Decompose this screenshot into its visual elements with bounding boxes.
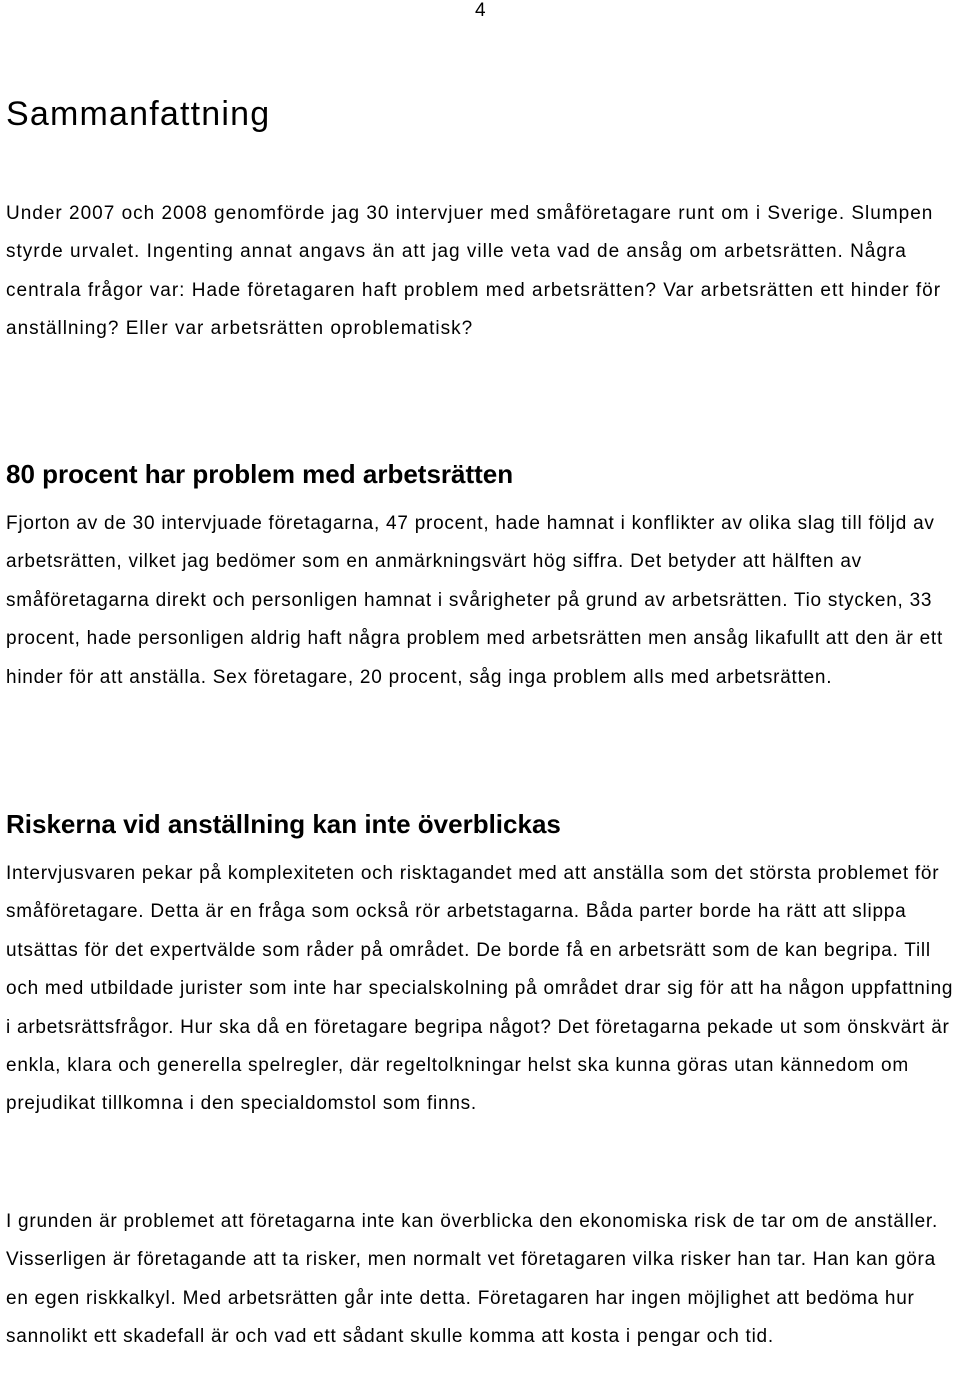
section-heading-hiring-risks: Riskerna vid anställning kan inte överblickas — [6, 809, 561, 839]
section-hiring-risks-paragraph-2: I grunden är problemet att företagarna inte kan överblicka den ekonomiska risk de tar om de anställer. Visserligen är företagande att ta risker, men normalt vet företagaren vilka risker han tar. Han kan göra en egen riskkalkyl. Med arbetsrätten går inte detta. Företagaren har ingen möjlighet att bedöma hur sannolikt ett skadefall är och vad ett sådant skulle komma att kosta i pengar och tid. — [6, 1211, 938, 1348]
section-hiring-risks-paragraph-1: Intervjusvaren pekar på komplexiteten och risktagandet med att anställa som det största problemet för småföretagare. Detta är en fråga som också rör arbetstagarna. Båda parter borde ha rätt att slippa utsättas för det expertvälde som råder på området. De borde få en arbetsrätt som de kan begripa. Till och med utbildade jurister som inte har specialskolning på området drar sig för att ha någon uppfattning i arbetsrättsfrågor. Hur ska då en företagare begripa något? Det företagarna pekade ut som önskvärt är enkla, klara och generella spelregler, där regeltolkningar helst ska kunna göras utan kännedom om prejudikat tillkomna i den specialdomstol som finns. — [6, 863, 954, 1115]
section-problem-share-paragraph: Fjorton av de 30 intervjuade företagarna, 47 procent, hade hamnat i konflikter av olika slag till följd av arbetsrätten, vilket jag bedömer som en anmärkningsvärt hög siffra. Det betyder att hälften av småföretagarna direkt och personligen hamnat i svårigheter på grund av arbetsrätten. Tio stycken, 33 procent, hade personligen aldrig haft några problem med arbetsrätten men ansåg likafullt att den är ett hinder för att anställa. Sex företagare, 20 procent, såg inga problem alls med arbetsrätten. — [6, 513, 943, 688]
page-number: 4 — [475, 0, 486, 21]
section-heading-problem-share: 80 procent har problem med arbetsrätten — [6, 459, 514, 489]
page-title: Sammanfattning — [6, 95, 271, 133]
intro-paragraph: Under 2007 och 2008 genomförde jag 30 intervjuer med småföretagare runt om i Sverige. Slumpen styrde urvalet. Ingenting annat angavs än att jag ville veta vad de ansåg om arbetsrätten. Några centrala frågor var: Hade företagaren haft problem med arbetsrätten? Var arbetsrätten ett hinder för anställning? Eller var arbetsrätten oproblematisk? — [6, 203, 942, 340]
